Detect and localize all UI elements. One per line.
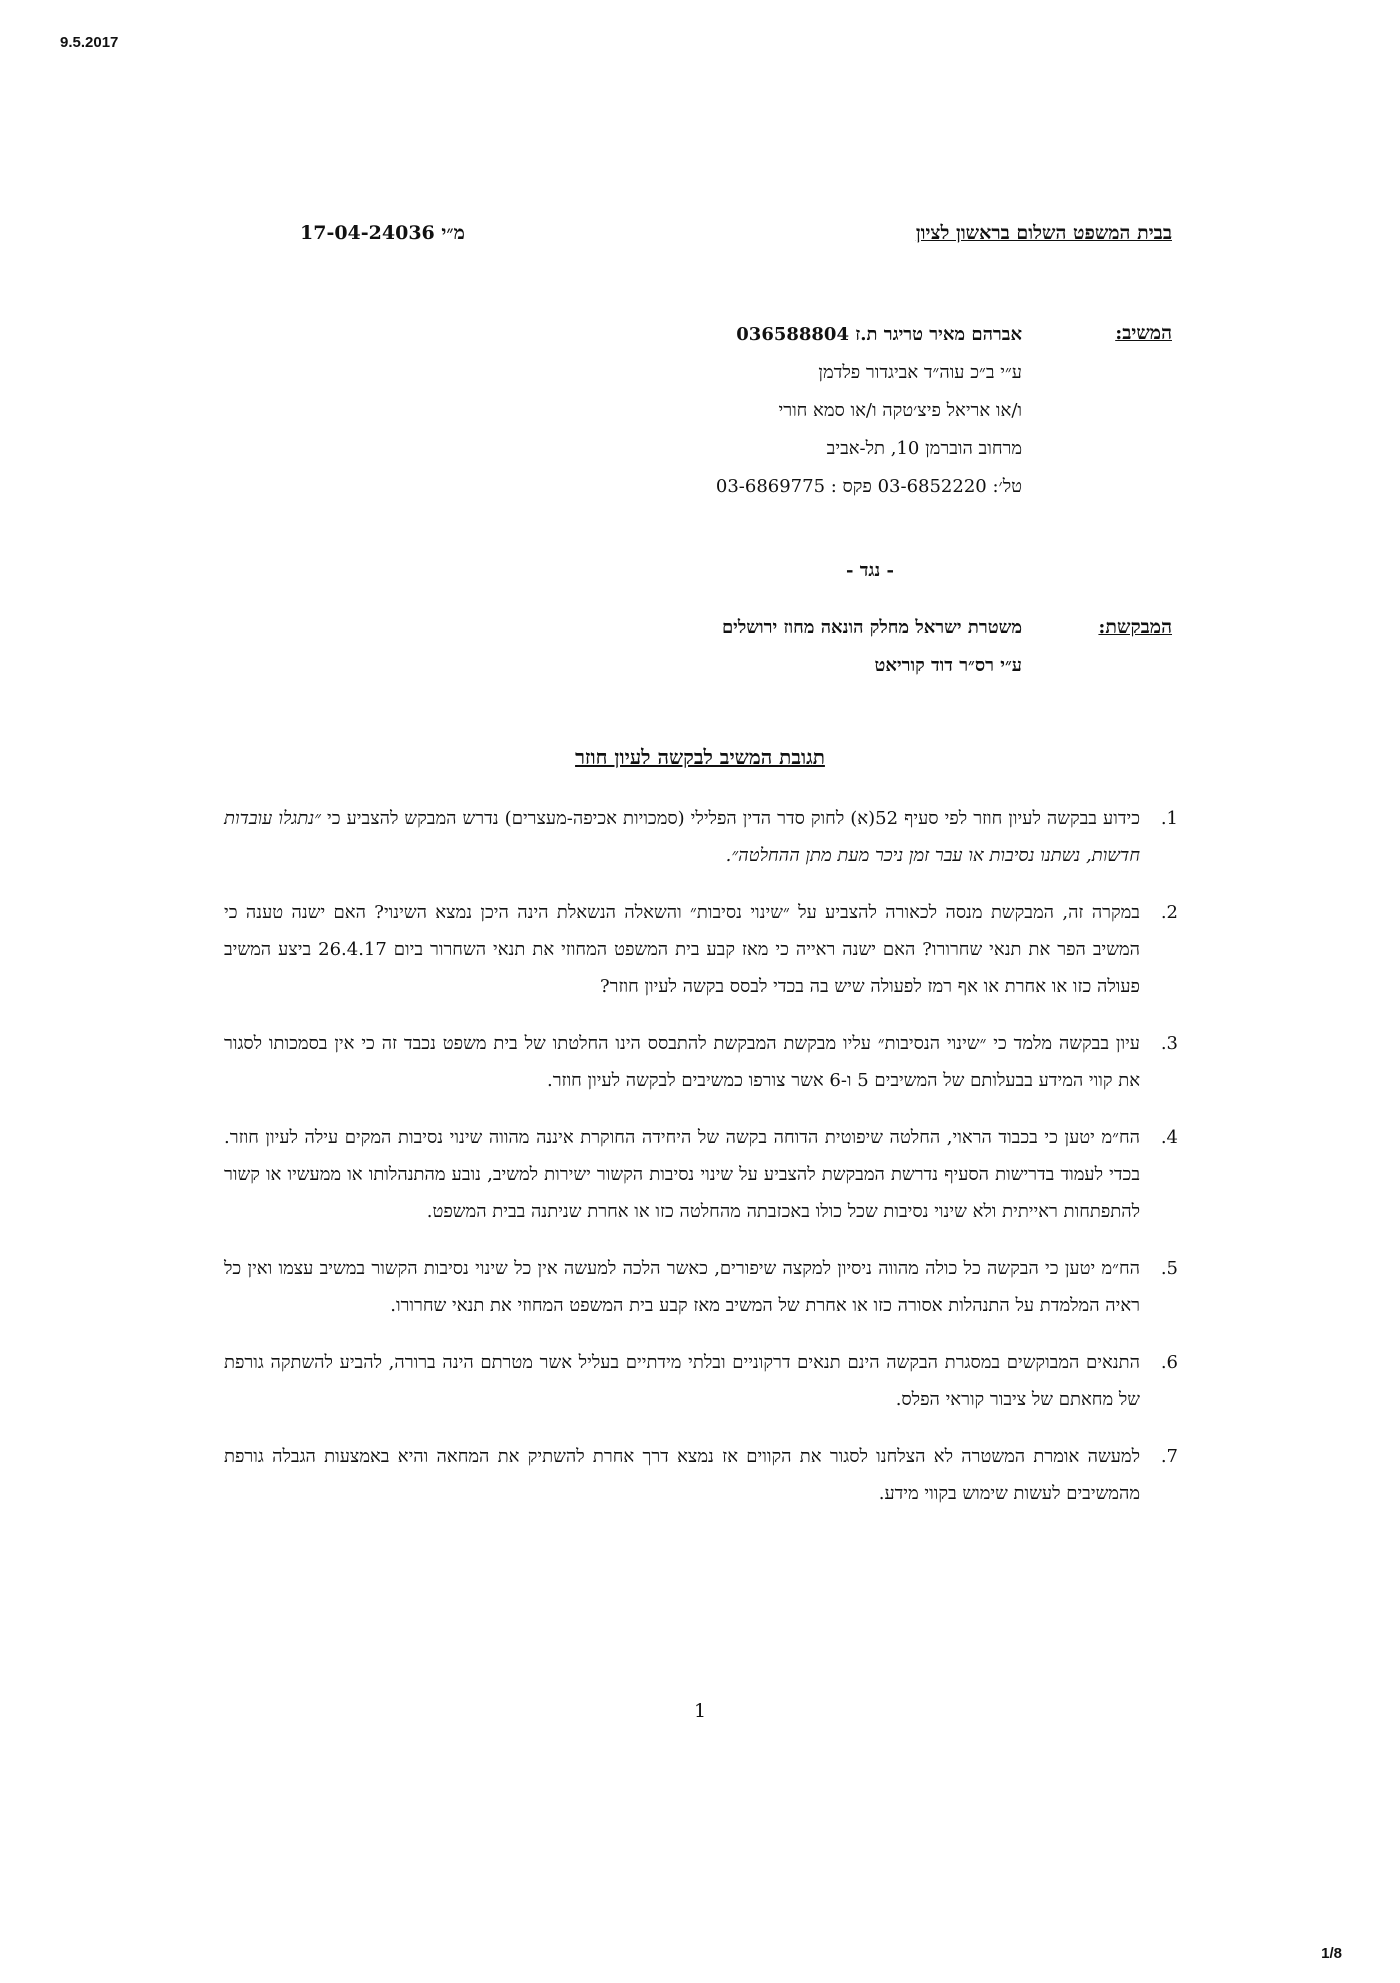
paragraph-text: למעשה אומרת המשטרה לא הצלחנו לסגור את הקווים אז נמצא דרך אחרת להשתיק את המחאה והיא באמצעות הגבלה גורפת מהמשיבים לעשות שימוש בקווי מידע. — [224, 1446, 1141, 1504]
paragraph-5 — [224, 1250, 1178, 1324]
paragraph-2 — [224, 894, 1178, 1005]
requester-details — [722, 609, 1022, 685]
paragraph-text: התנאים המבוקשים במסגרת הבקשה הינם תנאים דרקוניים ובלתי מידתיים בעליל אשר מטרתם הינה ברורה, להביע להשתקה גורפת של מחאתם של ציבור קוראי הפלס. — [224, 1352, 1140, 1410]
respondent-phone-line: טל׳: 03-6852220 פקס : 03-6869775 — [715, 476, 1022, 497]
versus-divider: - נגד - — [846, 560, 894, 581]
respondent-counsel-line-2: ו/או אריאל פיצ׳טקה ו/או סמא חורי — [778, 400, 1022, 421]
respondent-label: המשיב: — [1115, 322, 1172, 344]
requester-label: המבקשת: — [1098, 616, 1172, 638]
document-title — [0, 745, 1400, 770]
requester-rep-line: ע״י רס״ר דוד קוריאט — [874, 655, 1022, 676]
paragraph-text: במקרה זה, המבקשת מנסה לכאורה להצביע על ״שינוי נסיבות״ והשאלה הנשאלת הינה היכן נמצא השינוי? האם ישנה טענה כי המשיב הפר את תנאי שחרורו? האם ישנה ראייה כי מאז קבע בית המשפט המחוזי את תנאי השחרור ביום 26.4.17 ביצע המשיב פעולה כזו או אחרת או אף רמז לפעולה שיש בה בכדי לבסס בקשה לעיון חוזר? — [224, 902, 1141, 997]
paragraph-4 — [224, 1119, 1178, 1230]
respondent-address-line: מרחוב הוברמן 10, תל-אביב — [826, 438, 1022, 459]
document-title-text: תגובת המשיב לבקשה לעיון חוזר — [575, 745, 825, 769]
page-number: 1 — [693, 1700, 707, 1722]
respondent-counsel-line: ע״י ב״כ עוה״ד אביגדור פלדמן — [818, 362, 1022, 383]
requester-name-line: משטרת ישראל מחלק הונאה מחוז ירושלים — [721, 617, 1022, 638]
page-counter: 1/8 — [1321, 1945, 1342, 1962]
paragraph-3 — [224, 1025, 1178, 1099]
paragraph-text: הח״מ יטען כי הבקשה כל כולה מהווה ניסיון למקצה שיפורים, כאשר הלכה למעשה אין כל שינוי נסיבות הקשור במשיב עצמו ואין כל ראיה המלמדת על התנהלות אסורה כזו או אחרת של המשיב מאז קבע בית המשפט המחוזי את תנאי שחרורו. — [224, 1258, 1140, 1316]
paragraph-number: 2. — [1160, 902, 1178, 923]
respondent-name-line: אברהם מאיר טריגר ת.ז 036588804 — [736, 324, 1022, 345]
paragraph-number: 5. — [1160, 1258, 1178, 1279]
paragraph-number: 7. — [1160, 1446, 1178, 1467]
paragraph-number: 6. — [1160, 1352, 1178, 1373]
paragraph-number: 1. — [1160, 808, 1178, 829]
paragraph-1 — [224, 800, 1178, 874]
case-number: מ״י 17-04-24036 — [300, 222, 465, 244]
paragraph-text: עיון בבקשה מלמד כי ״שינוי הנסיבות״ עליו מבקשת המבקשת להתבסס הינו החלטתו של בית משפט נכבד זה כי אין בסמכותו לסגור את קווי המידע בבעלותם של המשיבים 5 ו-6 אשר צורפו כמשיבים לבקשה לעיון חוזר. — [224, 1033, 1140, 1091]
paragraph-quote: ״נתגלו עובדות חדשות, נשתנו נסיבות או עבר זמן ניכר מעת מתן ההחלטה״. — [224, 808, 1140, 866]
court-name: בבית המשפט השלום בראשון לציון — [915, 222, 1172, 244]
paragraph-number: 3. — [1160, 1033, 1178, 1054]
paragraph-text: הח״מ יטען כי בכבוד הראוי, החלטה שיפוטית הדוחה בקשה של היחידה החוקרת איננה מהווה שינוי נסיבות המקים עילה לעיון חוזר. בכדי לעמוד בדרישות הסעיף נדרשת המבקשת להצביע על שינוי נסיבות הקשור ישירות למשיב, נובע מהתנהלותו או ממעשיו או קשור להתפתחות ראייתית ולא שינוי נסיבות שכל כולו באכזבתה מהחלטה כזו או אחרת שניתנה בבית המשפט. — [224, 1127, 1140, 1222]
print-date: 9.5.2017 — [60, 34, 119, 51]
paragraph-7 — [224, 1438, 1178, 1512]
paragraph-6 — [224, 1344, 1178, 1418]
response-paragraphs — [224, 800, 1178, 1532]
respondent-details — [716, 316, 1022, 506]
paragraph-number: 4. — [1160, 1127, 1178, 1148]
paragraph-text: כידוע בבקשה לעיון חוזר לפי סעיף 52(א) לחוק סדר הדין הפלילי (סמכויות אכיפה-מעצרים) נדרש המבקש להצביע כי — [321, 808, 1140, 829]
